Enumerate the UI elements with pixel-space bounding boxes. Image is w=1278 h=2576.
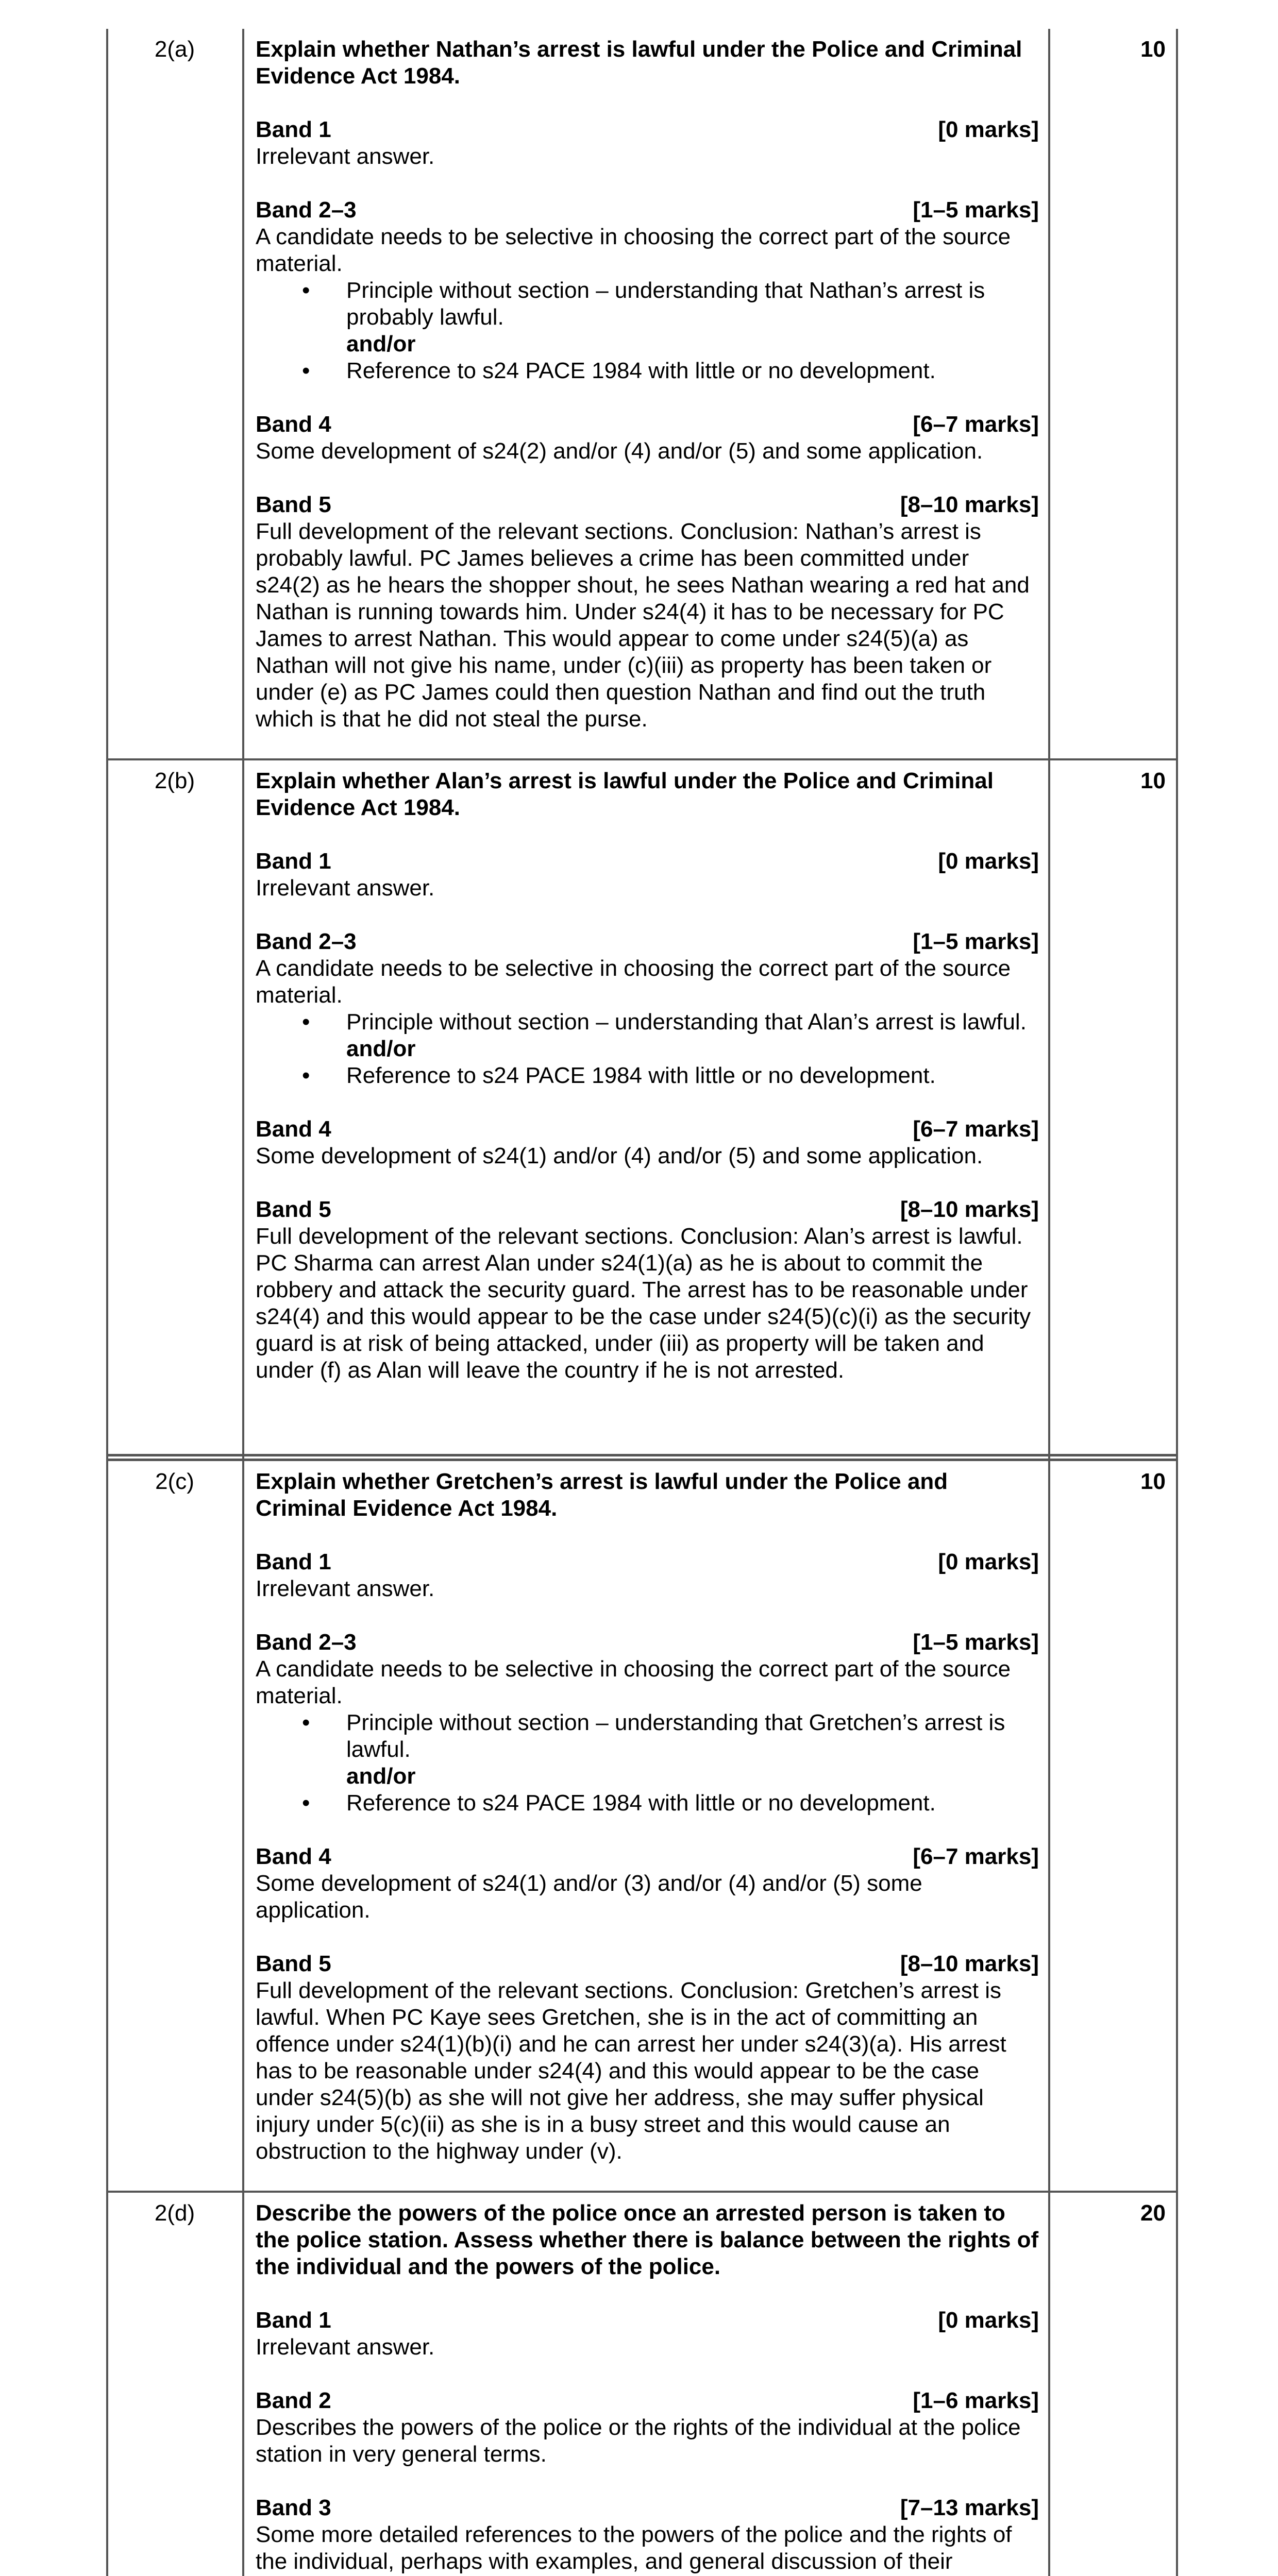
- band-marks: [0 marks]: [938, 2308, 1039, 2333]
- and-or-label: and/or: [346, 1764, 416, 1789]
- band-description: Some development of s24(2) and/or (4) and/or (5) and some application.: [256, 438, 983, 464]
- list-item: [302, 1790, 1039, 1817]
- question-number: 2(c): [155, 1469, 194, 1494]
- band-marks: [0 marks]: [938, 849, 1039, 874]
- question-number: 2(b): [154, 768, 195, 793]
- band-description: A candidate needs to be selective in choosing the correct part of the source material.: [256, 1656, 1011, 1708]
- band-4: [256, 411, 1039, 465]
- total-marks: 10: [1140, 768, 1166, 793]
- question-content: [243, 760, 1050, 1454]
- total-marks: 10: [1140, 37, 1166, 62]
- list-item: [302, 358, 1039, 384]
- band-2-3: [256, 1629, 1039, 1817]
- band-2-3: [256, 928, 1039, 1089]
- question-number: 2(a): [154, 37, 195, 62]
- band-marks: [8–10 marks]: [900, 492, 1039, 517]
- point-text: Principle without section – understanding that Alan’s arrest is lawful.: [346, 1009, 1027, 1035]
- band-label: Band 5: [256, 1197, 331, 1222]
- list-item: [302, 1009, 1039, 1062]
- band-description: Irrelevant answer.: [256, 875, 435, 901]
- band-3: [256, 2495, 1039, 2576]
- band-marks: [6–7 marks]: [913, 412, 1039, 437]
- band-label: Band 4: [256, 412, 331, 437]
- band-points: [256, 1009, 1039, 1089]
- band-label: Band 1: [256, 117, 331, 142]
- question-content: [243, 29, 1050, 758]
- point-text: Reference to s24 PACE 1984 with little or no development.: [346, 1790, 936, 1816]
- question-row-2c: [106, 1461, 1178, 2193]
- band-1: [256, 116, 1039, 170]
- list-item: [302, 1709, 1039, 1790]
- band-marks: [1–5 marks]: [913, 197, 1039, 223]
- band-label: Band 1: [256, 2308, 331, 2333]
- question-text: Describe the powers of the police once an arrested person is taken to the police station. Assess whether there is balance between the rights of the individual and the powers of the police.: [256, 2200, 1039, 2279]
- band-description: Irrelevant answer.: [256, 144, 435, 169]
- band-1: [256, 1549, 1039, 1602]
- band-marks: [1–5 marks]: [913, 929, 1039, 954]
- list-item: [302, 277, 1039, 358]
- point-text: Principle without section – understanding that Gretchen’s arrest is lawful.: [346, 1710, 1005, 1762]
- band-label: Band 4: [256, 1116, 331, 1142]
- and-or-label: and/or: [346, 331, 416, 357]
- band-label: Band 1: [256, 849, 331, 874]
- band-4: [256, 1116, 1039, 1170]
- band-description: Some more detailed references to the powers of the police and the rights of the individual, perhaps with examples, and general discussion of their: [256, 2522, 1012, 2574]
- band-label: Band 3: [256, 2495, 331, 2520]
- band-points: [256, 277, 1039, 384]
- band-description: Irrelevant answer.: [256, 2334, 435, 2360]
- bullet-icon: •: [302, 1009, 310, 1035]
- band-marks: [8–10 marks]: [900, 1951, 1039, 1976]
- question-content: [243, 2193, 1050, 2576]
- question-row-2d: [106, 2193, 1178, 2576]
- band-label: Band 1: [256, 1549, 331, 1574]
- band-marks: [1–6 marks]: [913, 2388, 1039, 2413]
- band-marks: [8–10 marks]: [900, 1197, 1039, 1222]
- band-1: [256, 848, 1039, 902]
- bullet-icon: •: [302, 278, 310, 303]
- band-5: [256, 1196, 1039, 1384]
- band-label: Band 2–3: [256, 1630, 357, 1655]
- total-marks: 10: [1140, 1469, 1166, 1494]
- point-text: Reference to s24 PACE 1984 with little or no development.: [346, 1063, 936, 1088]
- band-2-3: [256, 197, 1039, 384]
- band-label: Band 5: [256, 1951, 331, 1976]
- question-text: Explain whether Alan’s arrest is lawful under the Police and Criminal Evidence Act 1984.: [256, 768, 994, 820]
- band-label: Band 5: [256, 492, 331, 517]
- question-number: 2(d): [154, 2200, 195, 2226]
- band-marks: [6–7 marks]: [913, 1844, 1039, 1869]
- question-text: Explain whether Gretchen’s arrest is lawful under the Police and Criminal Evidence Act 1984.: [256, 1469, 948, 1521]
- band-label: Band 4: [256, 1844, 331, 1869]
- and-or-label: and/or: [346, 1036, 416, 1061]
- band-marks: [0 marks]: [938, 1549, 1039, 1574]
- band-description: Full development of the relevant sections. Conclusion: Nathan’s arrest is probably lawful. PC James believes a crime has been committed under s24(2) as he hears the shopper shout, he sees Nathan wearing a red hat and Nathan is running towards him. Under s24(4) it has to be necessary for PC James to arrest Nathan. This would appear to come under s24(5)(a) as Nathan will not give his name, under (c)(iii) as property has been taken or under (e) as PC James could then question Nathan and find out the truth which is that he did not steal the purse.: [256, 519, 1030, 732]
- bullet-icon: •: [302, 1710, 310, 1735]
- question-content: [243, 1461, 1050, 2191]
- bullet-icon: •: [302, 1790, 310, 1816]
- band-description: A candidate needs to be selective in choosing the correct part of the source material.: [256, 956, 1011, 1008]
- band-marks: [6–7 marks]: [913, 1116, 1039, 1142]
- band-4: [256, 1843, 1039, 1924]
- band-5: [256, 1951, 1039, 2165]
- point-text: Principle without section – understanding that Nathan’s arrest is probably lawful.: [346, 278, 985, 330]
- band-label: Band 2–3: [256, 929, 357, 954]
- band-label: Band 2–3: [256, 197, 357, 223]
- question-text: Explain whether Nathan’s arrest is lawful under the Police and Criminal Evidence Act 1984.: [256, 37, 1022, 89]
- band-points: [256, 1709, 1039, 1817]
- list-item: [302, 1062, 1039, 1089]
- bullet-icon: •: [302, 358, 310, 383]
- band-5: [256, 492, 1039, 733]
- point-text: Reference to s24 PACE 1984 with little or no development.: [346, 358, 936, 383]
- question-row-2a: [106, 29, 1178, 760]
- band-1: [256, 2307, 1039, 2361]
- band-description: Irrelevant answer.: [256, 1576, 435, 1601]
- band-description: Full development of the relevant sections. Conclusion: Gretchen’s arrest is lawful. When PC Kaye sees Gretchen, she is in the act of committing an offence under s24(1)(b)(i) and he can arrest her under s24(3)(a). His arrest has to be reasonable under s24(4) and this would appear to be the case under s24(5)(b) as she will not give her address, she may suffer physical injury under 5(c)(ii) as she is in a busy street and this would cause an obstruction to the highway under (v).: [256, 1978, 1006, 2164]
- band-marks: [7–13 marks]: [900, 2495, 1039, 2520]
- band-description: Describes the powers of the police or the rights of the individual at the police station in very general terms.: [256, 2415, 1021, 2467]
- band-label: Band 2: [256, 2388, 331, 2413]
- band-marks: [0 marks]: [938, 117, 1039, 142]
- band-description: Some development of s24(1) and/or (3) and/or (4) and/or (5) some application.: [256, 1871, 922, 1923]
- band-description: A candidate needs to be selective in choosing the correct part of the source material.: [256, 224, 1011, 276]
- band-marks: [1–5 marks]: [913, 1630, 1039, 1655]
- band-description: Full development of the relevant sections. Conclusion: Alan’s arrest is lawful. PC Sharma can arrest Alan under s24(1)(a) as he is about to commit the robbery and attack the security guard. The arrest has to be reasonable under s24(4) and this would appear to be the case under s24(5)(c)(i) as the security guard is at risk of being attacked, under (iii) as property will be taken and under (f) as Alan will leave the country if he is not arrested.: [256, 1224, 1031, 1383]
- question-row-2b: [106, 760, 1178, 1461]
- mark-scheme-table: [106, 29, 1178, 2576]
- band-2: [256, 2387, 1039, 2468]
- bullet-icon: •: [302, 1063, 310, 1088]
- total-marks: 20: [1140, 2200, 1166, 2226]
- band-description: Some development of s24(1) and/or (4) and/or (5) and some application.: [256, 1143, 983, 1168]
